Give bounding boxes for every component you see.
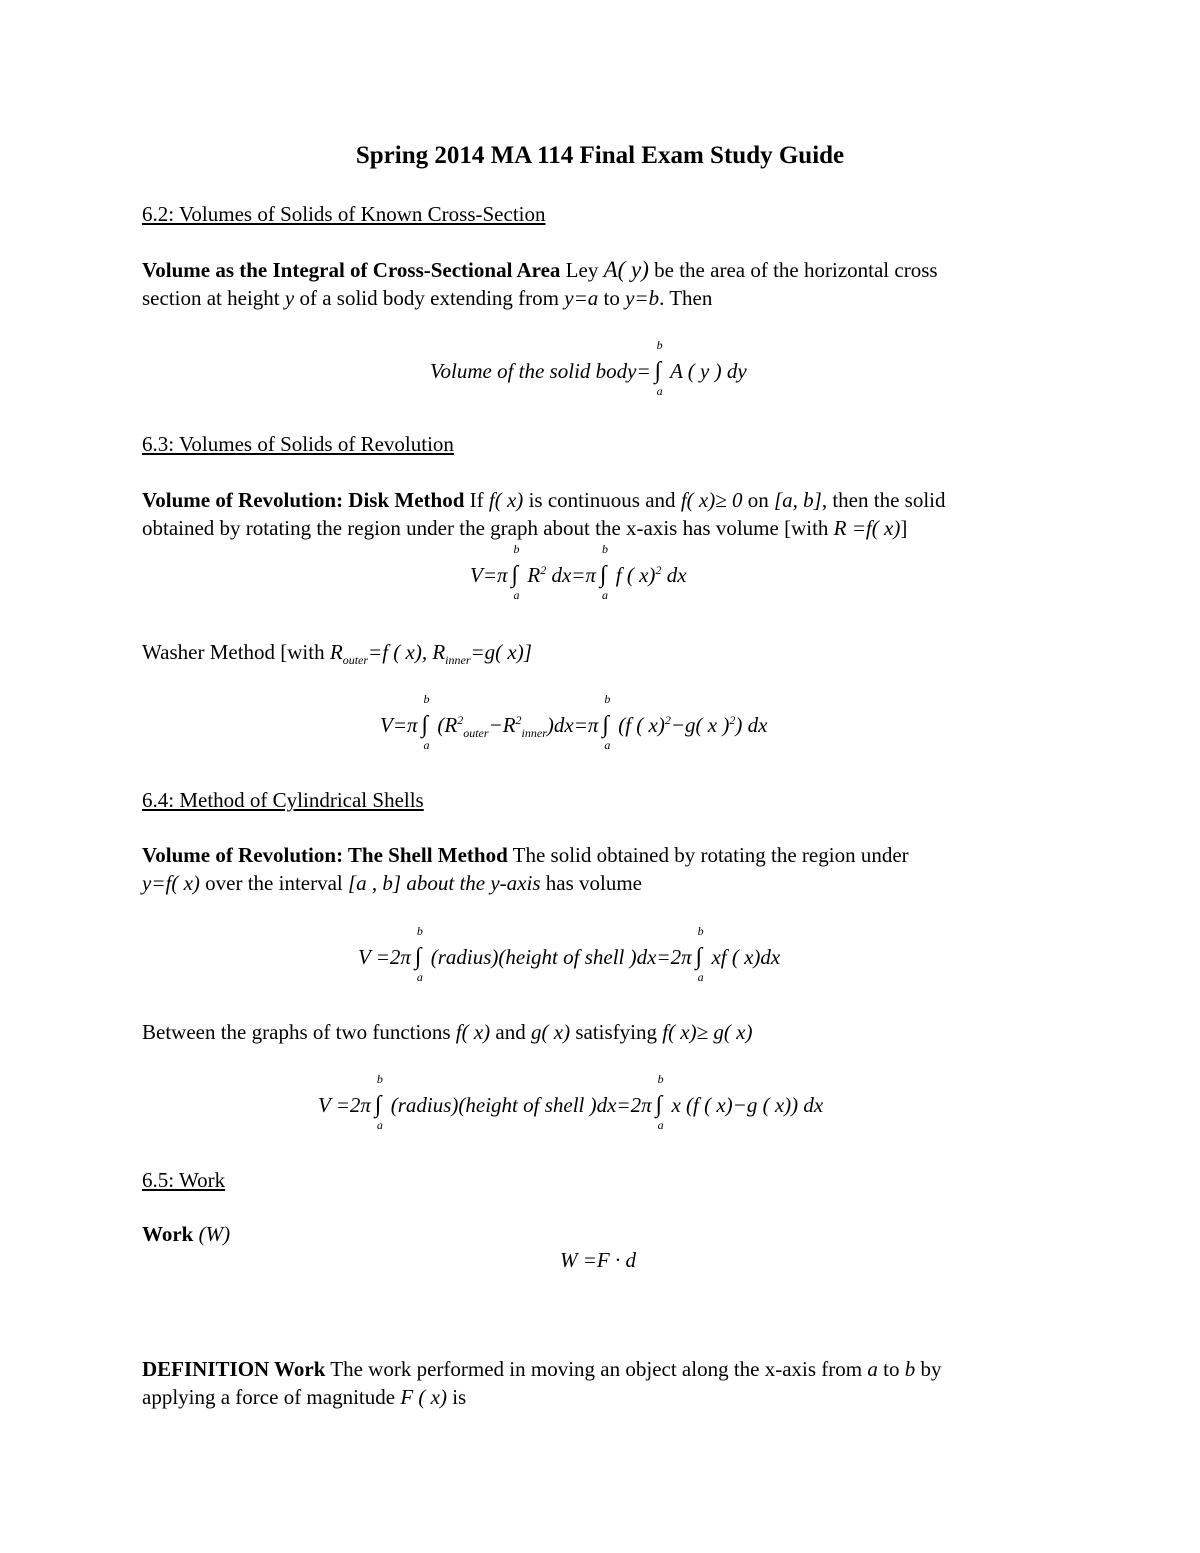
page-title: Spring 2014 MA 114 Final Exam Study Guide <box>355 142 845 169</box>
section-heading-6-3: 6.3: Volumes of Solids of Revolution <box>142 432 454 456</box>
integral-sign: ∫ b a <box>655 1072 664 1132</box>
work-label: Work (W) <box>142 1222 231 1246</box>
integral-sign: ∫ b a <box>599 542 608 602</box>
paragraph-shell-method: Volume of Revolution: The Shell Method The solid obtained by rotating the region under <box>142 843 909 867</box>
integral-sign: ∫ b a <box>374 1072 383 1132</box>
paragraph-between-graphs: Between the graphs of two functions f( x) and g( x) satisfying f( x)≥ g( x) <box>142 1020 753 1044</box>
integral-sign: ∫ b a <box>602 692 611 752</box>
formula-volume-integral: Volume of the solid body= ∫ b a A ( y ) dy <box>430 338 747 398</box>
paragraph-definition-work: DEFINITION Work The work performed in moving an object along the x-axis from a to b by <box>142 1357 942 1381</box>
paragraph-disk-method: Volume of Revolution: Disk Method If f( x) is continuous and f( x)≥ 0 on [a, b], then the solid <box>142 488 946 512</box>
paragraph-definition-work-line2: applying a force of magnitude F ( x) is <box>142 1385 467 1409</box>
formula-washer-method: V=π ∫ b a $(R^2_{outer}-R^2_{inner})dx=\pi$ ∫ b a (f ( x)$^2$−g( x )$^2$) dx <box>380 692 768 752</box>
paragraph-washer-method: Washer Method [with $R_{outer}=f$ ( x), $R_{inner}=g$( x)] <box>142 640 532 668</box>
section-heading-6-4: 6.4: Method of Cylindrical Shells <box>142 788 424 812</box>
formula-work: W =F · d <box>560 1248 636 1272</box>
paragraph-volume-cross-section: Volume as the Integral of Cross-Sectional Area Ley A( y) be the area of the horizontal cross <box>142 257 938 282</box>
section-heading-6-5: 6.5: Work <box>142 1168 226 1192</box>
integral-sign: ∫ b a <box>511 542 520 602</box>
formula-disk-method: V=π ∫ b a $R^2$ dx=π ∫ b a f ( x)$^2$ dx <box>470 542 687 602</box>
paragraph-volume-cross-section-line2: section at height y of a solid body extending from y=a to y=b. Then <box>142 286 713 310</box>
formula-shell-method: V =2π ∫ b a (radius)(height of shell )dx=2π ∫ b a xf ( x)dx <box>358 924 781 984</box>
paragraph-disk-method-line2: obtained by rotating the region under the graph about the x-axis has volume [with R =f( x)] <box>142 516 908 540</box>
formula-shell-between: V =2π ∫ b a (radius)(height of shell )dx=2π ∫ b a x (f ( x)−g ( x)) dx <box>318 1072 824 1132</box>
integral-sign: ∫ b a <box>654 338 663 398</box>
term-bold: Volume as the Integral of Cross-Sectional Area <box>142 258 561 282</box>
integral-sign: ∫ b a <box>421 692 430 752</box>
paragraph-shell-method-line2: y=f( x) over the interval [a , b] about the y-axis has volume <box>142 871 642 895</box>
integral-sign: ∫ b a <box>695 924 704 984</box>
integral-sign: ∫ b a <box>414 924 423 984</box>
section-heading-6-2: 6.2: Volumes of Solids of Known Cross-Section <box>142 202 546 226</box>
